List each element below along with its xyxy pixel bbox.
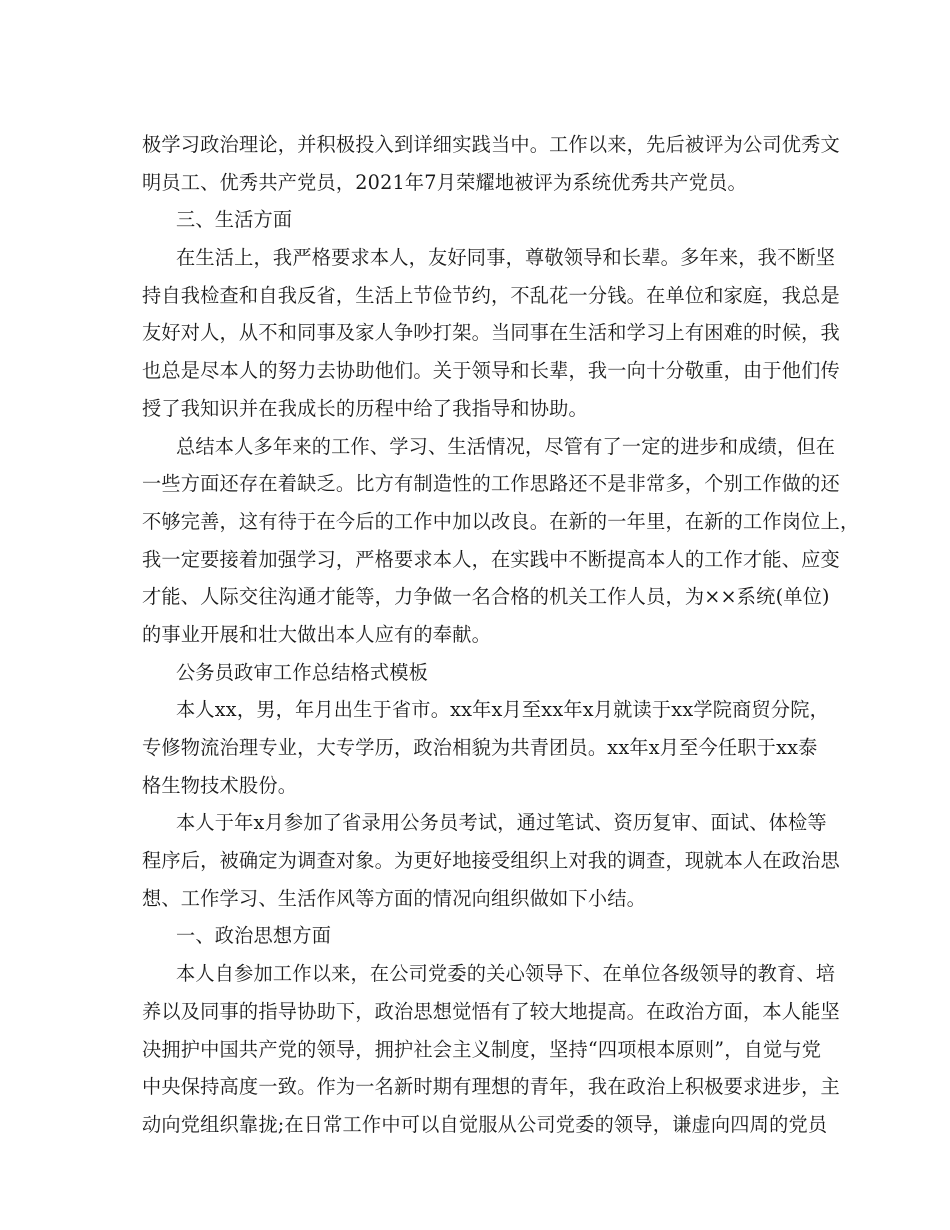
text-line: 专修物流治理专业，大专学历，政治相貌为共青团员。xx年x月至今任职于xx泰 bbox=[142, 736, 818, 759]
text-line: 决拥护中国共产党的领导，拥护社会主义制度，坚持“四项根本原则”，自觉与党 bbox=[142, 1037, 822, 1061]
text-line: 极学习政治理论，并积极投入到详细实践当中。工作以来，先后被评为公司优秀文 bbox=[142, 133, 840, 156]
text-line: 在生活上，我严格要求本人，友好同事，尊敬领导和长辈。多年来，我不断坚 bbox=[176, 246, 836, 270]
text-line: 本人xx，男，年月出生于省市。xx年x月至xx年x月就读于xx学院商贸分院， bbox=[176, 698, 830, 722]
text-line: 总结本人多年来的工作、学习、生活情况，尽管有了一定的进步和成绩，但在 bbox=[176, 434, 836, 458]
text-line: 本人自参加工作以来，在公司党委的关心领导下、在单位各级领导的教育、培 bbox=[176, 962, 836, 986]
text-line: 一些方面还存在着缺乏。比方有制造性的工作思路还不是非常多，个别工作做的还 bbox=[142, 472, 840, 496]
text-line: 也总是尽本人的努力去协助他们。关于领导和长辈，我一向十分敬重，由于他们传 bbox=[142, 359, 840, 383]
section-heading: 公务员政审工作总结格式模板 bbox=[176, 660, 429, 684]
text-line: 格生物技术股份。 bbox=[142, 773, 298, 797]
text-line: 授了我知识并在我成长的历程中给了我指导和协助。 bbox=[142, 396, 588, 420]
text-line: 的事业开展和壮大做出本人应有的奉献。 bbox=[142, 622, 491, 646]
text-line: 才能、人际交往沟通才能等，力争做一名合格的机关工作人员，为××系统(单位) bbox=[142, 585, 830, 609]
text-line: 明员工、优秀共产党员，2021年7月荣耀地被评为系统优秀共产党员。 bbox=[142, 170, 747, 194]
document-body bbox=[142, 126, 860, 1144]
text-line: 我一定要接着加强学习，严格要求本人，在实践中不断提高本人的工作才能、应变 bbox=[142, 547, 840, 571]
text-line: 不够完善，这有待于在今后的工作中加以改良。在新的一年里，在新的工作岗位上， bbox=[142, 509, 860, 533]
text-line: 动向党组织靠拢;在日常工作中可以自觉服从公司党委的领导，谦虚向四周的党员 bbox=[142, 1112, 828, 1136]
text-line: 中央保持高度一致。作为一名新时期有理想的青年，我在政治上积极要求进步，主 bbox=[142, 1075, 840, 1099]
section-heading: 三、生活方面 bbox=[176, 208, 293, 232]
text-line: 持自我检查和自我反省，生活上节俭节约，不乱花一分钱。在单位和家庭，我总是 bbox=[142, 283, 840, 307]
section-heading: 一、政治思想方面 bbox=[176, 924, 332, 948]
text-line: 友好对人，从不和同事及家人争吵打架。当同事在生活和学习上有困难的时候，我 bbox=[142, 321, 840, 345]
text-line: 养以及同事的指导协助下，政治思想觉悟有了较大地提高。在政治方面，本人能坚 bbox=[142, 999, 840, 1023]
text-line: 想、工作学习、生活作风等方面的情况向组织做如下小结。 bbox=[142, 886, 647, 910]
text-line: 程序后，被确定为调查对象。为更好地接受组织上对我的调查，现就本人在政治思 bbox=[142, 849, 840, 873]
text-line: 本人于年x月参加了省录用公务员考试，通过笔试、资历复审、面试、体检等 bbox=[176, 811, 827, 835]
